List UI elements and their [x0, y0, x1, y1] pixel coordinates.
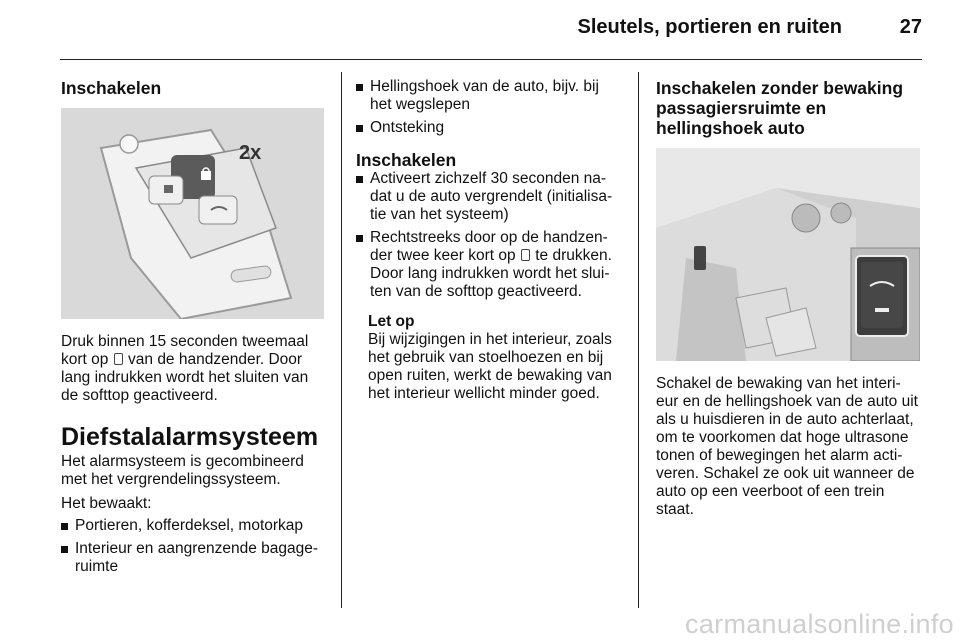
list-item — [356, 229, 624, 301]
list-item: Hellingshoek van de auto, bijv. bij het wegslepen — [356, 78, 624, 114]
lock-icon — [521, 249, 530, 261]
note-text: Bij wijzigingen in het interieur, zoals het gebruik van stoelhoezen en bij open ruiten, werkt de bewaking van het interieur wellicht minder goed. — [368, 331, 612, 402]
key-fob-illustration — [61, 108, 324, 319]
column-2 — [356, 78, 624, 403]
indicator-led — [875, 308, 889, 312]
list-item: Activeert zichzelf 30 seconden na-dat u de auto vergrendelt (initialisa-tie van het systeem) — [356, 170, 624, 224]
column-divider-right — [638, 72, 639, 608]
column-3 — [656, 78, 922, 519]
section-heading-without-monitoring: Inschakelen zonder bewaking passagiersruimte en hellingshoek auto — [656, 78, 904, 138]
paragraph-press-twice — [61, 333, 327, 405]
lock-icon — [114, 353, 123, 365]
page-number: 27 — [899, 16, 922, 38]
column-1 — [61, 78, 327, 576]
switch-location-marker — [694, 246, 706, 270]
key-fob-figure — [61, 108, 324, 319]
paragraph-monitors: Het bewaakt: — [61, 495, 152, 512]
running-header-title: Sleutels, portieren en ruiten — [577, 16, 842, 38]
press-twice-label: 2x — [239, 142, 262, 164]
subheading-inschakelen: Inschakelen — [356, 150, 457, 170]
paragraph-alarm-intro: Het alarmsysteem is gecombineerd met het vergrendelingssysteem. — [61, 453, 304, 488]
paragraph-press-twice-before: Druk binnen 15 seconden tweemaal kort op — [61, 333, 309, 368]
activation-list — [356, 170, 624, 301]
monitored-list-continued — [356, 78, 624, 137]
watermark: carmanualsonline.info — [685, 609, 954, 639]
dashboard-switch-illustration — [656, 148, 920, 361]
dashboard-switch-figure — [656, 148, 920, 361]
paragraph-press-twice-after: van de handzender. Door lang indrukken wordt het sluiten van de softtop geactiveerd. — [61, 351, 309, 404]
column-divider-left — [341, 72, 342, 608]
section-title-diefstalalarmsysteem: Diefstalalarmsysteem — [61, 423, 319, 451]
list-item-before: Rechtstreeks door op de handzen-der twee keer kort op — [370, 229, 608, 264]
paragraph-disable-monitoring: Schakel de bewaking van het interi-eur en de hellingshoek van de auto uit als u huisdieren in de auto achterlaat, om te voorkomen dat hoge ultrasone tonen of bewegingen het alarm acti-veren. Schakel ze ook uit wanneer de auto op een veerboot of een trein staat. — [656, 375, 918, 518]
list-item: Portieren, kofferdeksel, motorkap — [61, 517, 327, 535]
list-item-after: te drukken. Door lang indrukken wordt het slui-ten van de softtop geactiveerd. — [370, 247, 612, 300]
monitored-list — [61, 517, 327, 576]
header-rule — [60, 59, 922, 60]
list-item: Interieur en aangrenzende bagage-ruimte — [61, 540, 327, 576]
note-title: Let op — [368, 313, 415, 330]
note-box — [356, 313, 624, 403]
section-heading-inschakelen: Inschakelen — [61, 78, 162, 98]
list-item: Ontsteking — [356, 119, 624, 137]
